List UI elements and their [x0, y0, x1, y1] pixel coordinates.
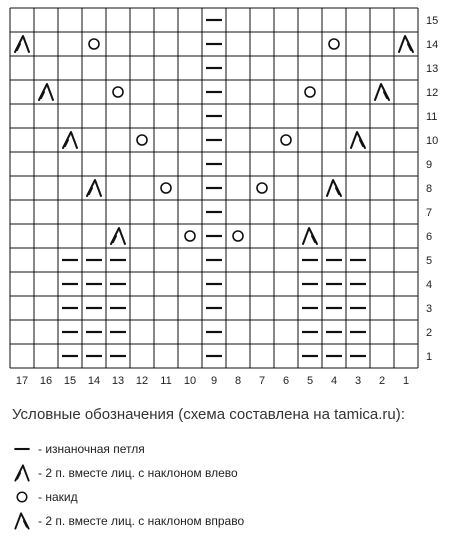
- column-number: 10: [183, 375, 197, 387]
- column-number: 4: [330, 375, 338, 387]
- column-number: 12: [135, 375, 149, 387]
- k2tog-left-symbol: [87, 180, 101, 196]
- row-number: 8: [426, 183, 433, 195]
- row-number: 9: [426, 159, 433, 171]
- column-number: 13: [111, 375, 125, 387]
- k2tog-right-symbol: [303, 228, 317, 244]
- legend-label: - накид: [38, 490, 78, 504]
- column-number: 16: [39, 375, 53, 387]
- yarn-over-symbol: [233, 231, 243, 241]
- row-number: 15: [426, 15, 439, 27]
- yarn-over-symbol: [161, 183, 171, 193]
- row-number: 13: [426, 63, 439, 75]
- row-number: 3: [426, 303, 433, 315]
- yarn-over-symbol: [89, 39, 99, 49]
- column-number: 7: [258, 375, 266, 387]
- yarn-over-symbol: [257, 183, 267, 193]
- row-number: 14: [426, 39, 439, 51]
- k2tog-left-symbol: [63, 132, 77, 148]
- column-number: 11: [160, 375, 172, 387]
- legend-label: - 2 п. вместе лиц. с наклоном вправо: [38, 514, 245, 528]
- k2tog-right-symbol: [375, 84, 389, 100]
- legend-label: - изнаночная петля: [38, 442, 145, 456]
- row-number: 12: [426, 87, 439, 99]
- row-number: 2: [426, 327, 433, 339]
- column-number: 17: [15, 375, 29, 387]
- column-number: 5: [306, 375, 314, 387]
- yarn-over-symbol: [329, 39, 339, 49]
- row-number: 1: [426, 351, 433, 363]
- k2tog-right-symbol: [399, 36, 413, 52]
- k2tog-right-symbol: [351, 132, 365, 148]
- legend-label: - 2 п. вместе лиц. с наклоном влево: [38, 466, 238, 480]
- k2tog-left-icon: [12, 462, 34, 484]
- k2tog-right-icon: [12, 510, 34, 532]
- k2tog-left-symbol: [39, 84, 53, 100]
- column-number: 14: [87, 375, 101, 387]
- column-number: 1: [402, 375, 410, 387]
- column-number: 3: [354, 375, 362, 387]
- k2tog-right-symbol: [327, 180, 341, 196]
- yarn-over-symbol: [137, 135, 147, 145]
- column-number: 9: [210, 375, 218, 387]
- k2tog-left-symbol: [111, 228, 125, 244]
- row-number: 4: [426, 279, 433, 291]
- yarn-over-icon: [12, 486, 34, 508]
- yarn-over-symbol: [281, 135, 291, 145]
- legend-title: Условные обозначения (схема составлена на tamica.ru):: [12, 406, 405, 423]
- row-number: 11: [426, 111, 438, 123]
- row-number: 10: [426, 135, 439, 147]
- row-number: 5: [426, 255, 433, 267]
- row-number: 7: [426, 207, 433, 219]
- column-number: 6: [282, 375, 290, 387]
- yarn-over-symbol: [305, 87, 315, 97]
- k2tog-left-symbol: [15, 36, 29, 52]
- column-number: 8: [234, 375, 242, 387]
- column-number: 15: [63, 375, 77, 387]
- column-number: 2: [378, 375, 386, 387]
- row-number: 6: [426, 231, 433, 243]
- purl-dash-icon: [12, 438, 34, 460]
- chart-symbols: [15, 20, 413, 356]
- yarn-over-symbol: [113, 87, 123, 97]
- yarn-over-symbol: [185, 231, 195, 241]
